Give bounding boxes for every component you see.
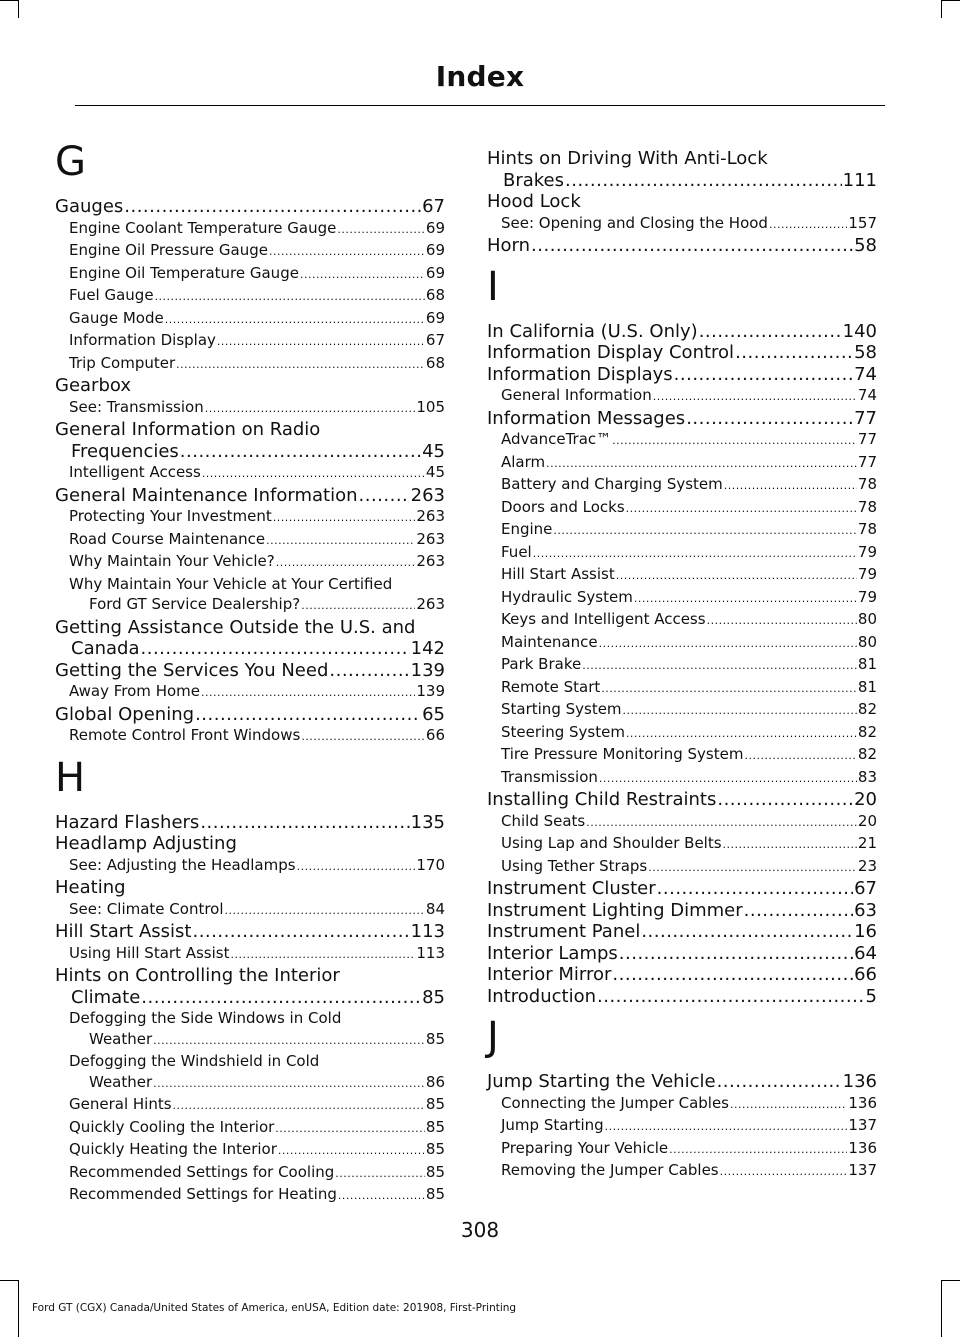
page-ref: 20 [854, 789, 877, 810]
page-ref: 139 [410, 659, 445, 681]
index-subentry[interactable]: Engine Oil Temperature Gauge ..... 69 [55, 263, 445, 286]
index-subentry[interactable]: Recommended Settings for Heating ..... 85 [55, 1184, 445, 1207]
page-ref: 263 [410, 484, 445, 506]
page-ref: 63 [854, 899, 877, 921]
index-subentry[interactable]: Steering System ..... 82 [487, 722, 877, 745]
page-ref: 136 [848, 1093, 877, 1112]
index-heading: Heating [55, 877, 126, 898]
index-heading: Headlamp Adjusting [55, 833, 237, 854]
index-subentry[interactable]: Park Brake ..... 81 [487, 654, 877, 677]
page-ref: 67 [854, 878, 877, 899]
page-ref: 170 [416, 855, 445, 874]
page-ref: 157 [848, 213, 877, 232]
index-entry[interactable]: General Maintenance Information ..... 263 [55, 485, 445, 507]
index-heading: Gearbox [55, 375, 131, 396]
page-ref: 21 [857, 834, 877, 852]
index-entry[interactable]: Information Messages ..... 77 [487, 408, 877, 430]
index-subentry[interactable]: Remote Start ..... 81 [487, 677, 877, 700]
index-subentry[interactable]: Using Hill Start Assist ..... 113 [55, 943, 445, 966]
index-subentry[interactable]: Battery and Charging System ..... 78 [487, 474, 877, 497]
index-subentry[interactable]: Hill Start Assist ..... 79 [487, 564, 877, 587]
page-ref: 74 [857, 386, 877, 404]
index-see-reference[interactable]: See: Opening and Closing the Hood ..... 157 [487, 213, 877, 236]
index-subentry[interactable]: Defogging the Side Windows in Cold Weather ..... 85 [55, 1008, 445, 1051]
index-subentry[interactable]: Fuel Gauge ..... 68 [55, 285, 445, 308]
page-ref: 137 [848, 1116, 877, 1134]
page-ref: 81 [857, 677, 877, 696]
page-ref: 79 [857, 587, 877, 606]
page-ref: 105 [416, 397, 445, 416]
crop-mark [941, 1280, 942, 1337]
page-ref: 85 [425, 1162, 445, 1181]
page-ref: 66 [854, 964, 877, 985]
page-ref: 85 [425, 1029, 445, 1048]
index-subentry[interactable]: Jump Starting ..... 137 [487, 1115, 877, 1138]
footer-edition-info: Ford GT (CGX) Canada/United States of America, enUSA, Edition date: 201908, First-Printing [32, 1302, 517, 1314]
page-ref: 82 [857, 722, 877, 741]
index-subentry[interactable]: Child Seats ..... 20 [487, 811, 877, 834]
index-subentry[interactable]: Engine Coolant Temperature Gauge ..... 69 [55, 218, 445, 241]
index-subentry[interactable]: Quickly Heating the Interior ..... 85 [55, 1139, 445, 1162]
index-subentry[interactable]: Gauge Mode ..... 69 [55, 308, 445, 331]
page-title: Index [435, 60, 525, 93]
index-subentry[interactable]: Fuel ..... 79 [487, 542, 877, 565]
page-ref: 77 [857, 452, 877, 471]
index-see-reference[interactable]: See: Adjusting the Headlamps ..... 170 [55, 855, 445, 878]
crop-mark [942, 1280, 960, 1281]
index-entry[interactable]: Hints on Driving With Anti-Lock Brakes ..... 111 [487, 148, 877, 191]
index-subentry[interactable]: Using Tether Straps ..... 23 [487, 856, 877, 879]
page-ref: 82 [857, 745, 877, 763]
page-ref: 111 [842, 169, 877, 191]
index-subentry[interactable]: Starting System ..... 82 [487, 699, 877, 722]
index-subentry[interactable]: Road Course Maintenance ..... 263 [55, 529, 445, 552]
index-subentry[interactable]: Intelligent Access ..... 45 [55, 462, 445, 485]
index-entry[interactable]: Hazard Flashers ..... 135 [55, 812, 445, 834]
page-ref: 77 [854, 407, 877, 429]
page-ref: 20 [857, 811, 877, 830]
index-entry[interactable]: Jump Starting the Vehicle ..... 136 [487, 1071, 877, 1093]
crop-mark [941, 0, 942, 18]
crop-mark [18, 1280, 19, 1337]
page-ref: 64 [854, 942, 877, 964]
header-divider [75, 105, 885, 106]
index-subentry[interactable]: General Hints ..... 85 [55, 1094, 445, 1117]
page-ref: 85 [425, 1140, 445, 1158]
index-column-left [55, 138, 445, 1207]
section-letter-i: I [487, 263, 499, 310]
index-subentry[interactable]: Transmission ..... 83 [487, 767, 877, 790]
page-ref: 69 [425, 218, 445, 237]
page-ref: 140 [842, 320, 877, 342]
page-ref: 142 [410, 638, 445, 659]
index-subentry[interactable]: Keys and Intelligent Access ..... 80 [487, 609, 877, 632]
page-ref: 263 [416, 595, 445, 613]
page-ref: 86 [425, 1072, 445, 1091]
index-see-reference[interactable]: See: Transmission ..... 105 [55, 397, 445, 420]
page-ref: 85 [425, 1117, 445, 1136]
index-subentry[interactable]: Engine Oil Pressure Gauge ..... 69 [55, 240, 445, 263]
index-entry[interactable]: Introduction ..... 5 [487, 986, 877, 1008]
page-ref: 67 [425, 331, 445, 349]
index-subentry[interactable]: Using Lap and Shoulder Belts ..... 21 [487, 833, 877, 856]
index-subentry[interactable]: Defogging the Windshield in Cold Weather ..... 86 [55, 1051, 445, 1094]
section-letter-h: H [55, 754, 86, 801]
index-subentry[interactable]: Away From Home ..... 139 [55, 681, 445, 704]
page-ref: 69 [425, 263, 445, 282]
index-entry[interactable]: Horn ..... 58 [487, 235, 877, 257]
index-entry[interactable]: Hill Start Assist ..... 113 [55, 921, 445, 943]
index-subentry[interactable]: Why Maintain Your Vehicle? ..... 263 [55, 551, 445, 574]
page-ref: 263 [416, 507, 445, 525]
index-subentry[interactable]: Quickly Cooling the Interior ..... 85 [55, 1117, 445, 1140]
page-ref: 79 [857, 542, 877, 561]
page-ref: 137 [848, 1161, 877, 1179]
index-subentry[interactable]: Recommended Settings for Cooling ..... 85 [55, 1162, 445, 1185]
page-number: 308 [460, 1218, 500, 1242]
index-heading: Hood Lock [487, 191, 581, 212]
index-entry[interactable]: Getting the Services You Need ..... 139 [55, 660, 445, 682]
page-ref: 74 [854, 363, 877, 385]
index-subentry[interactable]: Connecting the Jumper Cables ..... 136 [487, 1093, 877, 1116]
index-entry[interactable]: Hints on Controlling the Interior Climate ..... 85 [55, 965, 445, 1008]
page-ref: 79 [857, 565, 877, 583]
index-entry[interactable]: Gauges ..... 67 [55, 196, 445, 218]
index-entry[interactable]: In California (U.S. Only) ..... 140 [487, 321, 877, 343]
index-entry[interactable]: Getting Assistance Outside the U.S. and Canada ..... 142 [55, 617, 445, 660]
index-entry[interactable]: Global Opening ..... 65 [55, 704, 445, 726]
index-entry[interactable]: General Information on Radio Frequencies ..... 45 [55, 419, 445, 462]
page-ref: 67 [422, 196, 445, 217]
page-ref: 83 [857, 767, 877, 786]
page-ref: 136 [842, 1071, 877, 1092]
section-letter-j: J [487, 1014, 499, 1060]
index-subentry[interactable]: Preparing Your Vehicle ..... 136 [487, 1138, 877, 1161]
page-ref: 77 [857, 430, 877, 448]
index-subentry[interactable]: AdvanceTrac™ ..... 77 [487, 429, 877, 452]
page-ref: 82 [857, 700, 877, 718]
index-subentry[interactable]: Tire Pressure Monitoring System ..... 82 [487, 744, 877, 767]
page-ref: 68 [425, 286, 445, 304]
page-ref: 85 [425, 1095, 445, 1113]
page-ref: 135 [410, 811, 445, 833]
page-ref: 16 [854, 921, 877, 942]
crop-mark [942, 0, 960, 1]
index-entry[interactable]: Instrument Panel ..... 16 [487, 921, 877, 943]
page-ref: 139 [416, 682, 445, 700]
index-subentry[interactable]: Why Maintain Your Vehicle at Your Certified Ford GT Service Dealership? ..... 263 [55, 574, 445, 617]
index-subentry[interactable]: Removing the Jumper Cables ..... 137 [487, 1160, 877, 1183]
page-ref: 66 [425, 726, 445, 744]
index-subentry[interactable]: Information Display ..... 67 [55, 330, 445, 353]
page-ref: 85 [422, 986, 445, 1008]
page-ref: 263 [416, 552, 445, 570]
page-ref: 263 [416, 529, 445, 548]
index-entry[interactable]: Interior Mirror ..... 66 [487, 964, 877, 986]
index-entry[interactable]: Installing Child Restraints ..... 20 [487, 789, 877, 811]
page-ref: 58 [854, 342, 877, 363]
page-ref: 80 [857, 610, 877, 628]
page-ref: 81 [857, 655, 877, 673]
section-letter-g: G [55, 139, 86, 185]
index-entry[interactable]: Interior Lamps ..... 64 [487, 943, 877, 965]
index-column-right [487, 148, 877, 1183]
page-ref: 69 [425, 308, 445, 327]
page-ref: 65 [422, 703, 445, 725]
page-ref: 45 [422, 440, 445, 462]
crop-mark [0, 0, 18, 1]
crop-mark [18, 0, 19, 18]
page-ref: 68 [425, 353, 445, 372]
page-ref: 5 [865, 985, 877, 1007]
page-ref: 80 [857, 632, 877, 651]
index-subentry[interactable]: Remote Control Front Windows ..... 66 [55, 725, 445, 748]
index-entry[interactable]: Information Display Control ..... 58 [487, 342, 877, 364]
index-subentry[interactable]: Engine ..... 78 [487, 519, 877, 542]
index-entry[interactable]: Information Displays ..... 74 [487, 364, 877, 386]
page-ref: 23 [857, 856, 877, 875]
index-subentry[interactable]: General Information ..... 74 [487, 385, 877, 408]
index-subentry[interactable]: Trip Computer ..... 68 [55, 353, 445, 376]
page-ref: 69 [425, 241, 445, 259]
index-subentry[interactable]: Maintenance ..... 80 [487, 632, 877, 655]
page-ref: 78 [857, 520, 877, 538]
index-subentry[interactable]: Protecting Your Investment ..... 263 [55, 506, 445, 529]
crop-mark [0, 1280, 18, 1281]
page-ref: 58 [854, 235, 877, 256]
index-subentry[interactable]: Hydraulic System ..... 79 [487, 587, 877, 610]
index-subentry[interactable]: Doors and Locks ..... 78 [487, 497, 877, 520]
page-ref: 113 [410, 921, 445, 942]
page-ref: 45 [425, 463, 445, 481]
index-entry[interactable]: Instrument Cluster ..... 67 [487, 878, 877, 900]
page-ref: 136 [848, 1138, 877, 1157]
page-ref: 78 [857, 475, 877, 493]
page-ref: 85 [425, 1185, 445, 1203]
page-ref: 78 [857, 497, 877, 516]
page-ref: 113 [416, 943, 445, 962]
page-ref: 84 [425, 899, 445, 918]
index-entry[interactable]: Instrument Lighting Dimmer ..... 63 [487, 900, 877, 922]
index-see-reference[interactable]: See: Climate Control ..... 84 [55, 899, 445, 922]
index-subentry[interactable]: Alarm ..... 77 [487, 452, 877, 475]
